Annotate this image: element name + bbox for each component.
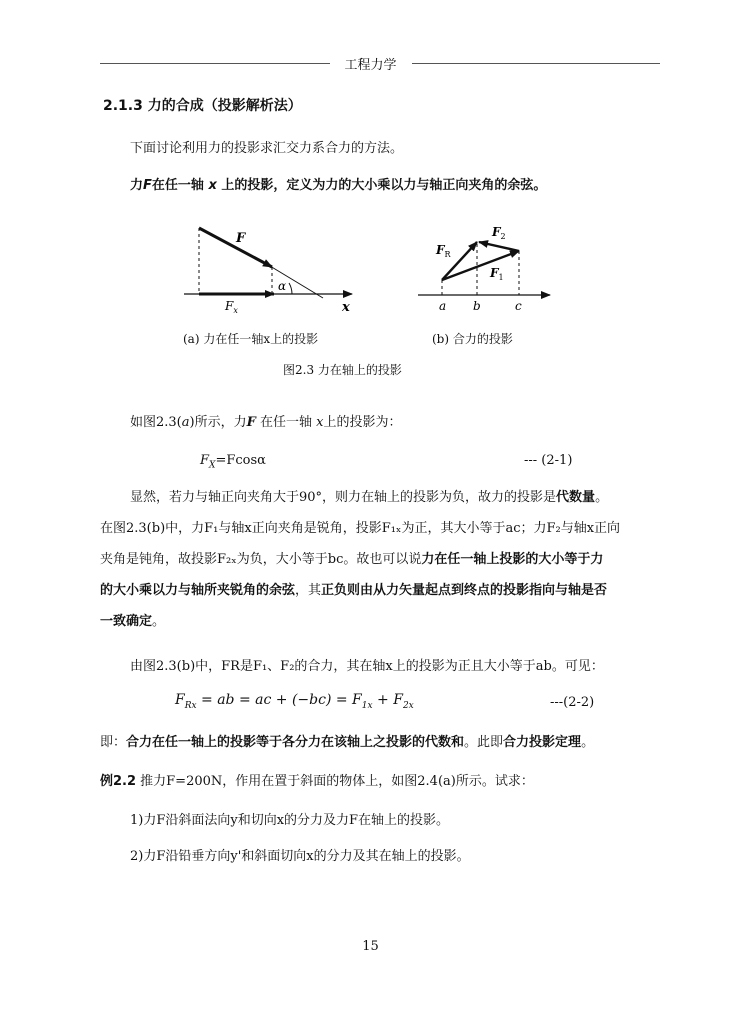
definition-text: 在任一轴: [151, 178, 209, 193]
label-f1: $F_1$: [490, 266, 504, 282]
paragraph-theorem: 即：合力在任一轴上的投影等于各分力在该轴上之投影的代数和。此即合力投影定理。: [100, 735, 595, 750]
paragraph-line: 显然，若力与轴正向夹角大于90°，则力在轴上的投影为负，故力的投影是代数量。: [130, 490, 609, 505]
label-b: b: [473, 299, 481, 313]
label-f: F: [236, 231, 246, 246]
label-a: a: [439, 299, 447, 313]
paragraph-resultant: 由图2.3(b)中，FR是F₁、F₂的合力，其在轴x上的投影为正且大小等于ab。可见：: [130, 659, 604, 674]
label-alpha: α: [278, 279, 287, 293]
label-c: c: [515, 299, 522, 313]
caption-a: (a) 力在任一轴x上的投影: [183, 332, 319, 346]
label-fr: $F_R$: [436, 243, 451, 259]
paragraph-projection-intro: 如图2.3(a)所示，力F 在任一轴 x上的投影为：: [130, 415, 402, 430]
equation-2-1: $F_X=Fcos\alpha$: [200, 453, 266, 471]
force-vector-f2: [479, 242, 519, 251]
force-symbol: F: [143, 178, 152, 193]
paragraph-line: 的大小乘以力与轴所夹锐角的余弦，其正负则由从力矢量起点到终点的投影指向与轴是否: [100, 583, 608, 598]
figure-caption: 图2.3 力在轴上的投影: [283, 363, 402, 377]
definition-text: 上的投影，定义为力的大小乘以力与轴正向夹角的余弦。: [216, 178, 547, 193]
axis-symbol: x: [208, 178, 217, 193]
label-f2: $F_2$: [492, 225, 506, 241]
section-heading: [103, 95, 302, 115]
paragraph-line: 在图2.3(b)中，力F₁与轴x正向夹角是锐角，投影F₁ₓ为正，其大小等于ac；力F₂与轴x正向: [100, 521, 621, 536]
section-number: 2.1.3: [103, 98, 143, 114]
section-title: 力的合成（投影解析法）: [147, 98, 302, 114]
angle-arc: [289, 283, 292, 294]
header-title: 工程力学: [0, 54, 741, 73]
equation-number-2-2: ---(2-2): [550, 695, 595, 710]
intro-paragraph: 下面讨论利用力的投影求汇交力系合力的方法。: [130, 141, 404, 156]
definition-paragraph: [130, 177, 546, 195]
force-vector-f1: [442, 251, 519, 280]
figure-2-3: [170, 220, 570, 325]
figure-b: [418, 225, 550, 313]
equation-2-2: $F_{Rx}$ = ab = ac + $(-bc) = F_{1x} + F_{2x}$: [175, 692, 414, 711]
label-x-axis: x: [342, 300, 350, 315]
caption-b: (b) 合力的投影: [432, 332, 513, 346]
figure-a: [184, 228, 352, 315]
example-question-1: 1)力F沿斜面法向y和切向x的分力及力F在轴上的投影。: [130, 813, 450, 828]
paragraph-line: 夹角是钝角，故投影F₂ₓ为负，大小等于bc。故也可以说力在任一轴上投影的大小等于力: [100, 552, 604, 567]
page-number: 15: [362, 939, 379, 954]
definition-text: 力: [130, 178, 144, 193]
paragraph-line: 一致确定。: [100, 614, 166, 629]
equation-number-2-1: --- (2-1): [524, 453, 573, 468]
label-fx: $F_x$: [225, 299, 238, 315]
example-question-2: 2)力F沿铅垂方向y'和斜面切向x的分力及其在轴上的投影。: [130, 849, 470, 864]
example-heading: 例2.2 推力F=200N，作用在置于斜面的物体上，如图2.4(a)所示。试求：: [100, 774, 534, 789]
